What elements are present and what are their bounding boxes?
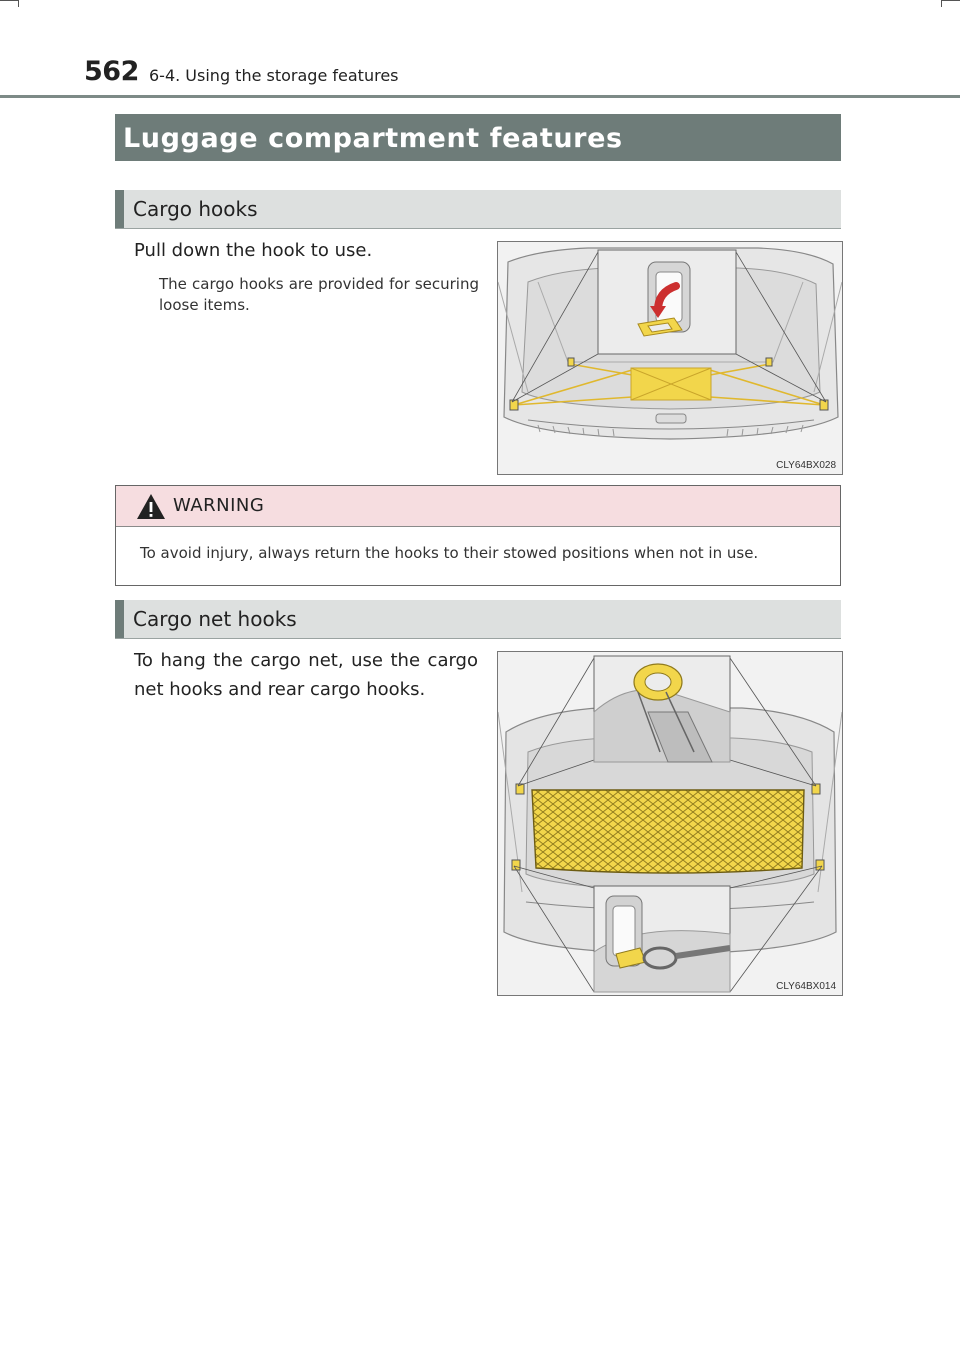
header-rule <box>0 95 960 98</box>
cargo-net-drawing <box>498 652 842 995</box>
crop-mark <box>18 0 19 7</box>
cargo-hooks-instruction: Pull down the hook to use. <box>134 240 373 261</box>
cargo-net-illustration <box>497 651 843 996</box>
section-header <box>115 114 841 161</box>
warning-header <box>116 486 840 527</box>
cargo-net-hooks-instruction: To hang the cargo net, use the cargo net hooks and rear cargo hooks. <box>134 650 478 700</box>
warning-box <box>115 485 841 586</box>
figure-code: CLY64BX028 <box>776 460 836 471</box>
warning-triangle-icon <box>136 493 166 520</box>
crop-mark <box>942 0 960 1</box>
warning-text: To avoid injury, always return the hooks to their stowed positions when not in use. <box>140 544 759 562</box>
page-number: 562 <box>84 56 139 87</box>
figure-code: CLY64BX014 <box>776 981 836 992</box>
warning-title: WARNING <box>173 495 265 516</box>
chapter-heading: 6-4. Using the storage features <box>149 66 399 85</box>
cargo-hooks-note: The cargo hooks are provided for securing loose items. <box>159 275 479 314</box>
crop-mark <box>0 0 18 1</box>
subsection-header-cargo-net-hooks <box>115 600 841 639</box>
subsection-title: Cargo hooks <box>133 197 258 221</box>
subsection-accent-bar <box>115 600 124 638</box>
cargo-hook-illustration <box>497 241 843 475</box>
cargo-hook-drawing <box>498 242 842 474</box>
subsection-accent-bar <box>115 190 124 228</box>
subsection-title: Cargo net hooks <box>133 607 297 631</box>
section-title: Luggage compartment features <box>123 123 623 154</box>
crop-mark <box>941 0 942 7</box>
subsection-header-cargo-hooks <box>115 190 841 229</box>
